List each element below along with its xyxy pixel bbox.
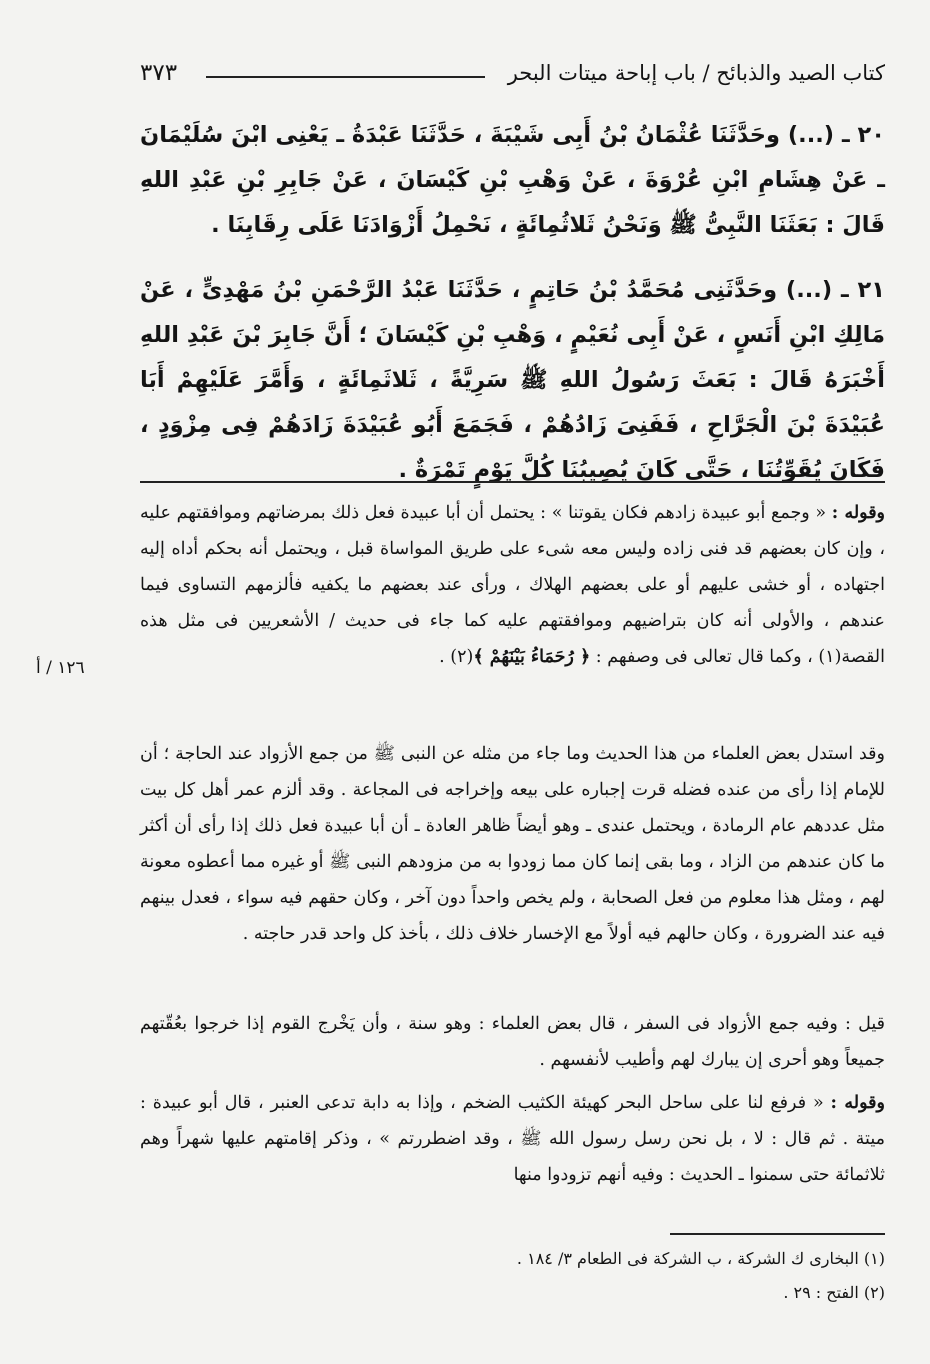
- paragraph-lead: وقوله :: [831, 503, 886, 523]
- quran-quote: ﴿ رُحَمَاءُ بَيْنَهُمْ ﴾: [473, 647, 591, 667]
- footnote-1: (١) البخارى ك الشركة ، ب الشركة فى الطعام ٣/ ١٨٤ .: [516, 1249, 885, 1268]
- hadith-20: ٢٠ ـ (...) وحَدَّثَنَا عُثْمَانُ بْنُ أَبِى شَيْبَةَ ، حَدَّثَنَا عَبْدَةُ ـ يَعْنِى ابْنَ سُلَيْمَانَ ـ عَنْ هِشَامِ ابْنِ عُرْوَةَ ، عَنْ وَهْبِ بْنِ كَيْسَانَ ، عَنْ جَابِرِ بْنِ عَبْدِ اللهِ قَالَ : بَعَثَنَا النَّبِىُّ ﷺ وَنَحْنُ ثَلاثُمِائَةٍ ، نَحْمِلُ أَزْوَادَنَا عَلَى رِقَابِنَا .: [140, 122, 885, 238]
- footnotes: [140, 1242, 885, 1310]
- commentary-paragraph-2: وقد استدل بعض العلماء من هذا الحديث وما جاء من مثله عن النبى ﷺ من جمع الأزواد عند الحاجة ؛ أن للإمام إذا رأى من عنده فضله قرت إجباره على بيعه وإخراجه فى المجاعة . وقد ألزم عمر أهل كل بيت مثل عددهم عام الرمادة ، ويحتمل عندى ـ وهو أيضاً ظاهر العادة ـ أن أبا عبيدة فعل ذلك إذا رأى أن أكثر ما كان عندهم من الزاد ، وما بقى إنما كان مما زودوا به من مزودهم النبى ﷺ أو غيره مما أعطوه معونة لهم ، ومثل هذا معلوم من فعل الصحابة ، ولم يخص واحداً دون آخر ، وكان حقهم فيه سواء ، فعدل بينهم فيه عند الضرورة ، وكان حالهم فيه أولاً مع الإخسار خلاف ذلك ، بأخذ كل واحد قدر حاجته .: [140, 744, 885, 944]
- paragraph-text: « وجمع أبو عبيدة زادهم فكان يقوتنا » : يحتمل أن أبا عبيدة فعل ذلك بمرضاتهم وموافقتهم عليه ، وإن كان بعضهم قد فنى زاده وليس معه شىء على طريق المواساة قبل ، ويحتمل أنه بحكم أداه إليه اجتهاده ، أو خشى عليهم أو على بعضهم الهلاك ، ورأى عند بعضهم ما يكفيه فألزمهم التساوى فيما عندهم ، والأولى أنه كان بتراضيهم وموافقتهم عليه كما جاء فى حديث / الأشعريين فى مثل هذه القصة(١) ، وكما قال تعالى فى وصفهم :: [140, 503, 885, 667]
- footnote-rule: [670, 1233, 885, 1235]
- footnote-2: (٢) الفتح : ٢٩ .: [783, 1283, 885, 1302]
- hadith-21: ٢١ ـ (...) وحَدَّثَنِى مُحَمَّدُ بْنُ حَاتِمٍ ، حَدَّثَنَا عَبْدُ الرَّحْمَنِ بْنُ مَهْدِىٍّ ، عَنْ مَالِكِ ابْنِ أَنَسٍ ، عَنْ أَبِى نُعَيْمٍ ، وَهْبِ بْنِ كَيْسَانَ ؛ أَنَّ جَابِرَ بْنَ عَبْدِ اللهِ أَخْبَرَهُ قَالَ : بَعَثَ رَسُولُ اللهِ ﷺ سَرِيَّةً ، ثَلاثَمِائَةٍ ، وَأَمَّرَ عَلَيْهِمْ أَبَا عُبَيْدَةَ بْنَ الْجَرَّاحِ ، فَفَنِىَ زَادُهُمْ ، فَجَمَعَ أَبُو عُبَيْدَةَ زَادَهُمْ فِى مِزْوَدٍ ، فَكَانَ يُقَوِّتُنَا ، حَتَّى كَانَ يُصِيبُنَا كُلَّ يَوْمٍ تَمْرَةٌ .: [140, 277, 885, 483]
- commentary-paragraph-1: [140, 495, 885, 675]
- paragraph-text-end: (٢) .: [439, 647, 474, 667]
- running-header: [140, 55, 885, 91]
- commentary-paragraph-3: قيل : وفيه جمع الأزواد فى السفر ، قال بعض العلماء : وهو سنة ، وأن يَخْرج القوم إذا خرجوا بعُقّتهم جميعاً وهو أحرى إن يبارك لهم وأطيب لأنفسهم .: [140, 1014, 885, 1070]
- paragraph-lead: وقوله :: [830, 1093, 885, 1113]
- header-rule: [206, 76, 485, 78]
- commentary-paragraph-4: [140, 1085, 885, 1193]
- manuscript-folio-note: ١٢٦ / أ: [36, 658, 85, 678]
- section-divider: [140, 481, 885, 483]
- paragraph-text: « فرفع لنا على ساحل البحر كهيئة الكثيب الضخم ، وإذا به دابة تدعى العنبر ، قال أبو عبيدة : ميتة . ثم قال : لا ، بل نحن رسل رسول الله ﷺ ، وقد اضطررتم » ، وذكر إقامتهم عليها شهراً وهم ثلاثمائة حتى سمنوا ـ الحديث : وفيه أنهم تزودوا منها: [140, 1093, 885, 1185]
- page-number: ٣٧٣: [140, 60, 178, 86]
- chapter-title: كتاب الصيد والذبائح / باب إباحة ميتات البحر: [507, 61, 885, 85]
